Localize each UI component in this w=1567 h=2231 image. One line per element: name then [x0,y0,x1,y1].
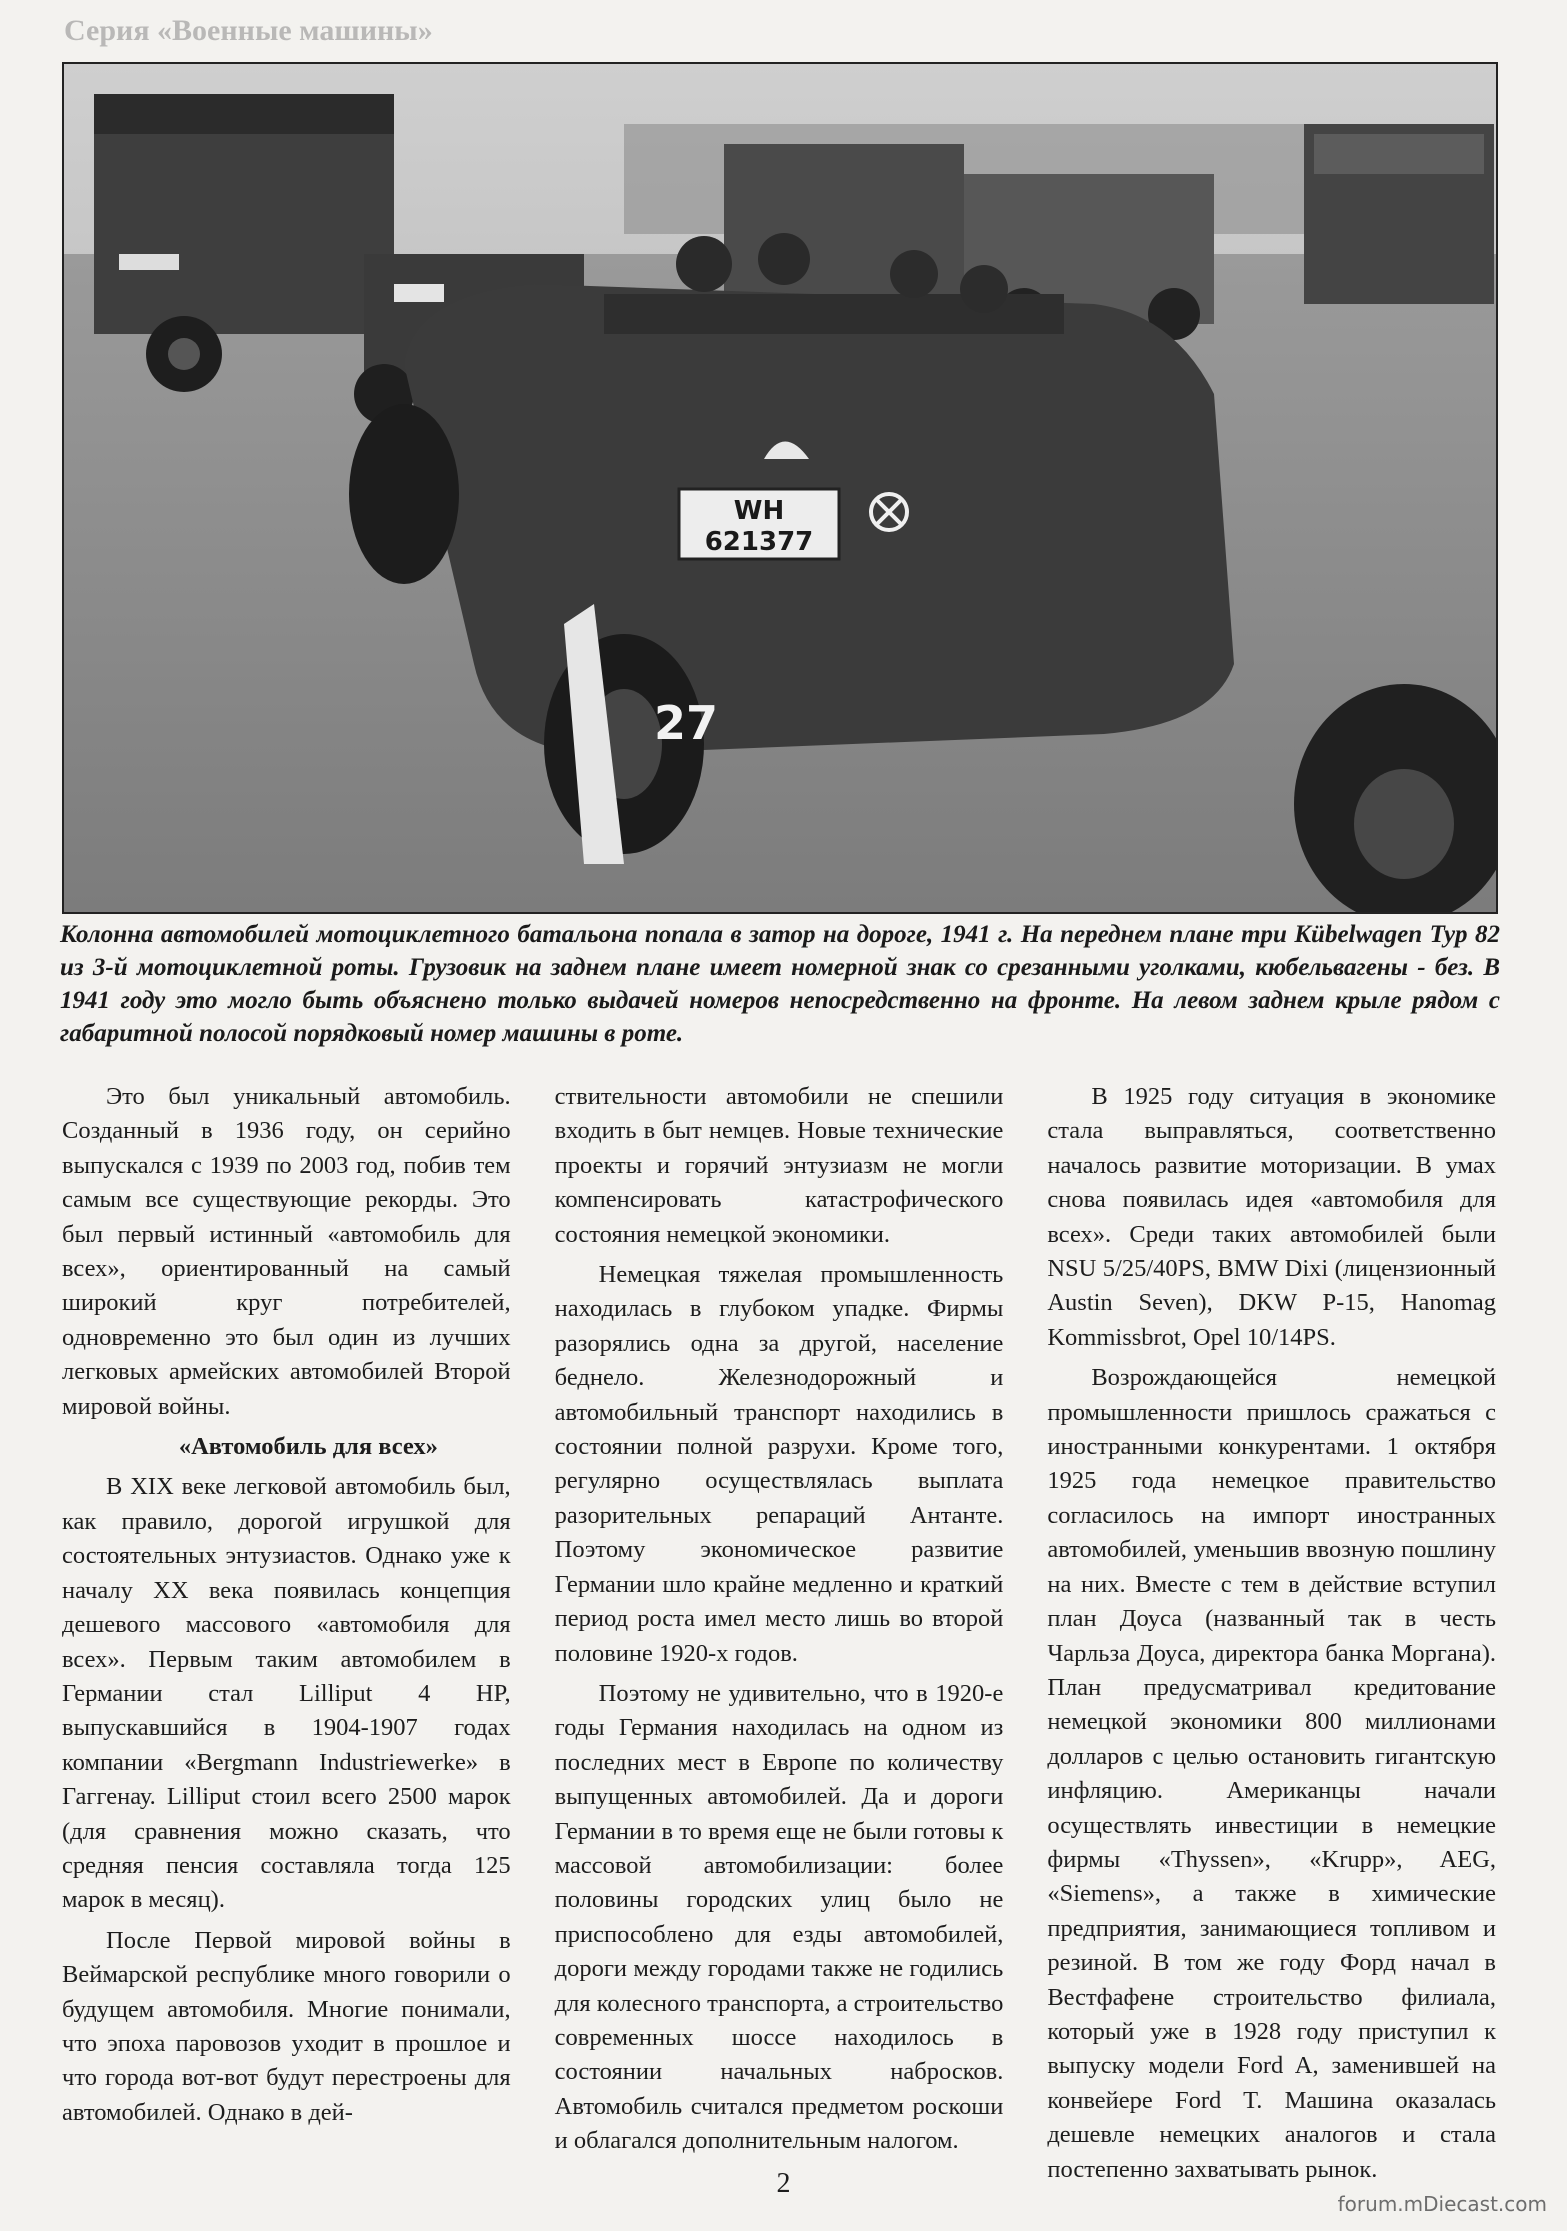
paragraph: В 1925 году ситуация в экономике стала выправляться, соответственно началось развитие моторизации. В умах снова появилась идея «автомобиля для всех». Среди таких автомобилей были NSU 5/25/40PS, BMW Dixi (лицензионный Austin Seven), DKW P-15, Hanomag Kommissbrot, Opel 10/14PS. [1047,1083,1497,1351]
paragraph: Поэтому не удивительно, что в 1920-е годы Германия находилась на одном из последних мест в Европе по количеству выпущенных автомобилей. Да и дороги Германии в то время еще не были готовы к массовой автомобилизации: более половины городских улиц было не приспособлено для езды автомобилей, дороги между городами также не годились для колесного транспорта, а строительство современных шоссе находилось в состоянии начальных набросков. Автомобиль считался предметом роскоши и облагался дополнительным налогом. [554,1679,1004,2155]
plate-line2: 621377 [704,527,814,557]
column-2 [554,1080,1004,2155]
section-heading: «Автомобиль для всех» [178,1433,438,1461]
historical-photo [62,62,1498,914]
paragraph: Это был уникальный автомобиль. Созданный в 1936 году, он серийно выпускался с 1939 по 2003 год, побив тем самым все существующие рекорды. Это был первый истинный «автомобиль для всех», ориентированный на самый широкий круг потребителей, одновременно это был один из лучших легковых армейских автомобилей Второй мировой войны. [62,1083,511,1420]
article-body [62,1080,1497,2183]
faint-series-title: Серия «Военные машины» [64,14,433,47]
page-number: 2 [776,2168,791,2199]
paragraph: В XIX веке легковой автомобиль был, как правило, дорогой игрушкой для состоятельных энтузиастов. Однако уже к началу XX века появилась концепция дешевого массового «автомобиля для всех». Первым таким автомобилем в Германии стал Lilliput 4 HP, выпускавшийся в 1904-1907 годах компании «Bergmann Industriewerke» в Гаггенау. Lilliput стоил всего 2500 марок (для сравнения можно сказать, что средняя пенсия составляла тогда 125 марок в месяц). [62,1473,511,1914]
watermark: forum.mDiecast.com [1337,2192,1547,2216]
column-1 [62,1080,511,2150]
paragraph: После Первой мировой войны в Веймарской республике много говорили о будущем автомобиля. Многие понимали, что эпоха паровозов уходит в прошлое и что города вот-вот будут перестроены для автомобилей. Однако в дей- [62,1926,511,2126]
plate-line1: WH [733,496,785,526]
vehicle-number: 27 [654,696,719,750]
paragraph: Немецкая тяжелая промышленность находилась в глубоком упадке. Фирмы разорялись одна за другой, население беднело. Железнодорожный и автомобильный транспорт находились в состоянии полной разрухи. Кроме того, регулярно осуществлялась выплата разорительных репараций Антанте. Поэтому экономическое развитие Германии шло крайне медленно и краткий период роста имел место лишь во второй половине 1920-х годов. [554,1261,1004,1667]
column-3 [1047,1080,1497,2183]
photo-illustration [64,64,1496,912]
paragraph: Возрождающейся немецкой промышленности пришлось сражаться с иностранными конкурентами. 1 октября 1925 года немецкое правительство согласилось на импорт иностранных автомобилей, уменьшив ввозную пошлину на них. Вместе с тем в действие вступил план Доуса (названный так в честь Чарльза Доуса, директора банка Моргана). План предусматривал кредитование немецкой экономики 800 миллионами долларов с целью остановить гигантскую инфляцию. Американцы начали осуществлять инвестиции в немецкие фирмы «Thyssen», «Krupp», AEG, «Siemens», а также в химические предприятия, занимающиеся топливом и резиной. В том же году Форд начал в Вестфафене строительство филиала, который уже в 1928 году приступил к выпуску модели Ford A, заменившей на конвейере Ford T. Машина оказалась дешевле немецких аналогов и стала постепенно захватывать рынок. [1047,1364,1497,2183]
paragraph: ствительности автомобили не спешили входить в быт немцев. Новые технические проекты и горячий энтузиазм не могли компенсировать катастрофического состояния немецкой экономики. [554,1083,1004,1248]
photo-caption: Колонна автомобилей мотоциклетного батальона попала в затор на дороге, 1941 г. На переднем плане три Kübelwagen Typ 82 из 3-й мотоциклетной роты. Грузовик на заднем плане имеет номерной знак со срезанными уголками, кюбельвагены - без. В 1941 году это могло быть объяснено только выдачей номеров непосредственно на фронте. На левом заднем крыле рядом с габаритной полосой порядковый номер машины в роте. [60,921,1500,1047]
